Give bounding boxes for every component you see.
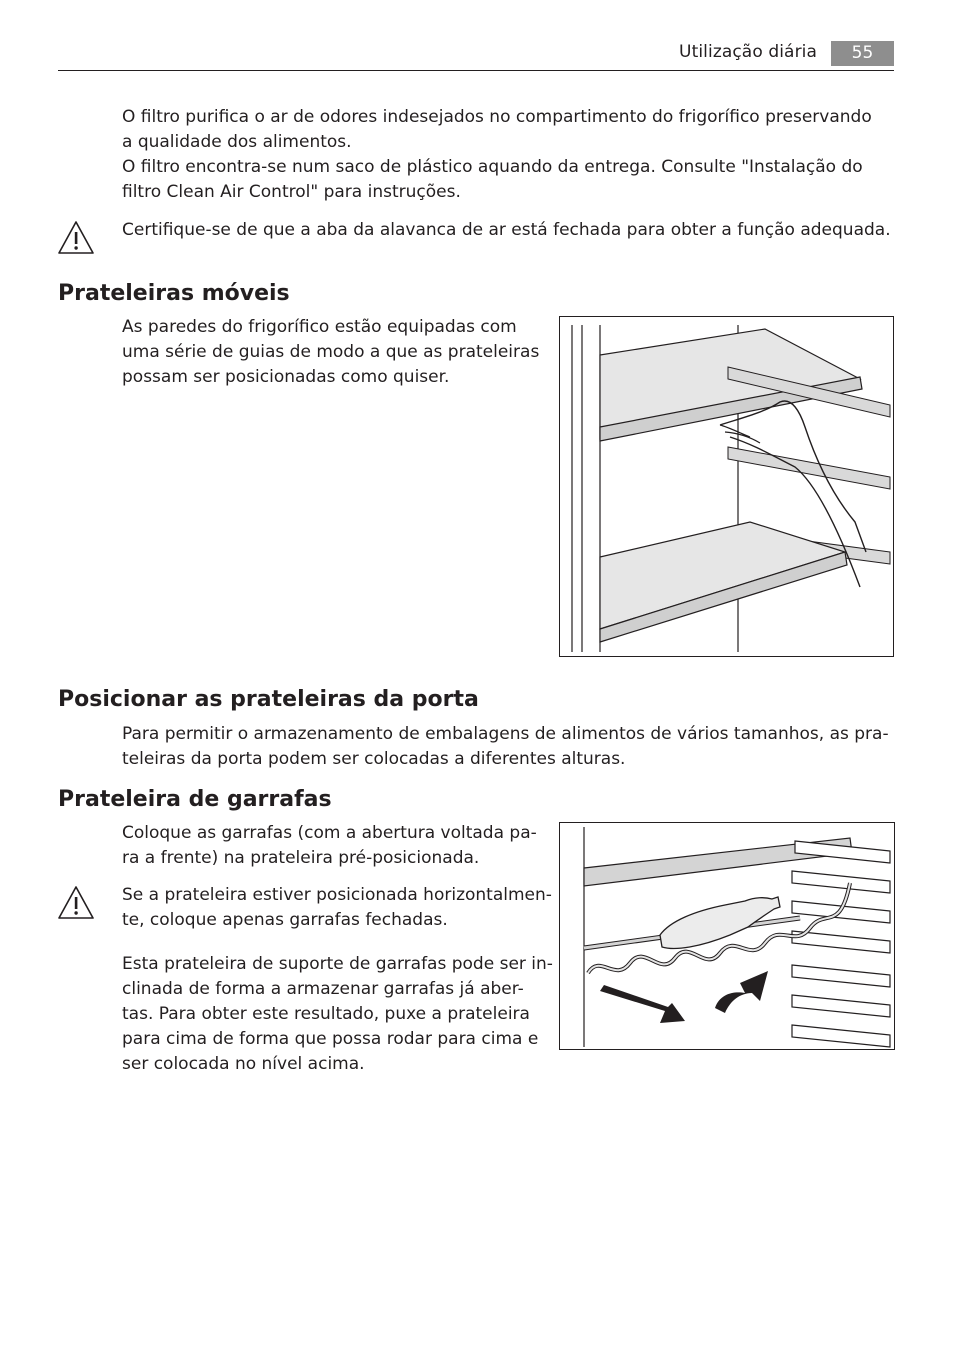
paragraph-line: Para permitir o armazenamento de embalagens de alimentos de vários tamanhos, as pra- [122,724,889,744]
door-shelves-paragraph [122,722,889,772]
paragraph-line: Coloque as garrafas (com a abertura voltada pa- [122,823,537,843]
warning-triangle-icon [57,220,95,256]
page-number-badge: 55 [831,41,894,66]
section-heading-bottle-shelf: Prateleira de garrafas [58,787,332,812]
bottle-tilt-paragraph [122,952,553,1077]
paragraph-line: teleiras da porta podem ser colocadas a diferentes alturas. [122,749,626,769]
running-header-title: Utilização diária [679,42,817,62]
intro-line: O filtro encontra-se num saco de plástico aquando da entrega. Consulte "Instalação do [122,157,863,177]
bottle-rack-drawing [560,823,894,1049]
paragraph-line: possam ser posicionadas como quiser. [122,367,450,387]
intro-paragraph [122,105,872,205]
section-heading-door-shelves: Posicionar as prateleiras da porta [58,687,479,712]
intro-line: O filtro purifica o ar de odores indesejados no compartimento do frigorífico preservando [122,107,872,127]
paragraph-line: Se a prateleira estiver posicionada horizontalmen- [122,885,552,905]
movable-shelves-paragraph [122,315,539,390]
paragraph-line: clinada de forma a armazenar garrafas já aber- [122,979,524,999]
section-heading-movable-shelves: Prateleiras móveis [58,281,290,306]
intro-line: filtro Clean Air Control" para instruções. [122,182,461,202]
paragraph-line: Esta prateleira de suporte de garrafas pode ser in- [122,954,553,974]
bottle-warning-text [122,883,552,933]
warning-text: Certifique-se de que a aba da alavanca de ar está fechada para obter a função adequada. [122,220,891,240]
warning-triangle-icon [57,885,95,921]
shelf-drawing [560,317,893,656]
bottle-shelf-paragraph [122,821,537,871]
shelf-illustration [559,316,894,657]
paragraph-line: tas. Para obter este resultado, puxe a prateleira [122,1004,530,1024]
paragraph-line: As paredes do frigorífico estão equipadas com [122,317,517,337]
paragraph-line: uma série de guias de modo a que as prateleiras [122,342,540,362]
paragraph-line: para cima de forma que possa rodar para cima e [122,1029,539,1049]
paragraph-line: te, coloque apenas garrafas fechadas. [122,910,448,930]
bottle-rack-illustration [559,822,895,1050]
intro-line: a qualidade dos alimentos. [122,132,352,152]
paragraph-line: ser colocada no nível acima. [122,1054,365,1074]
header-rule [58,70,894,71]
paragraph-line: ra a frente) na prateleira pré-posicionada. [122,848,480,868]
